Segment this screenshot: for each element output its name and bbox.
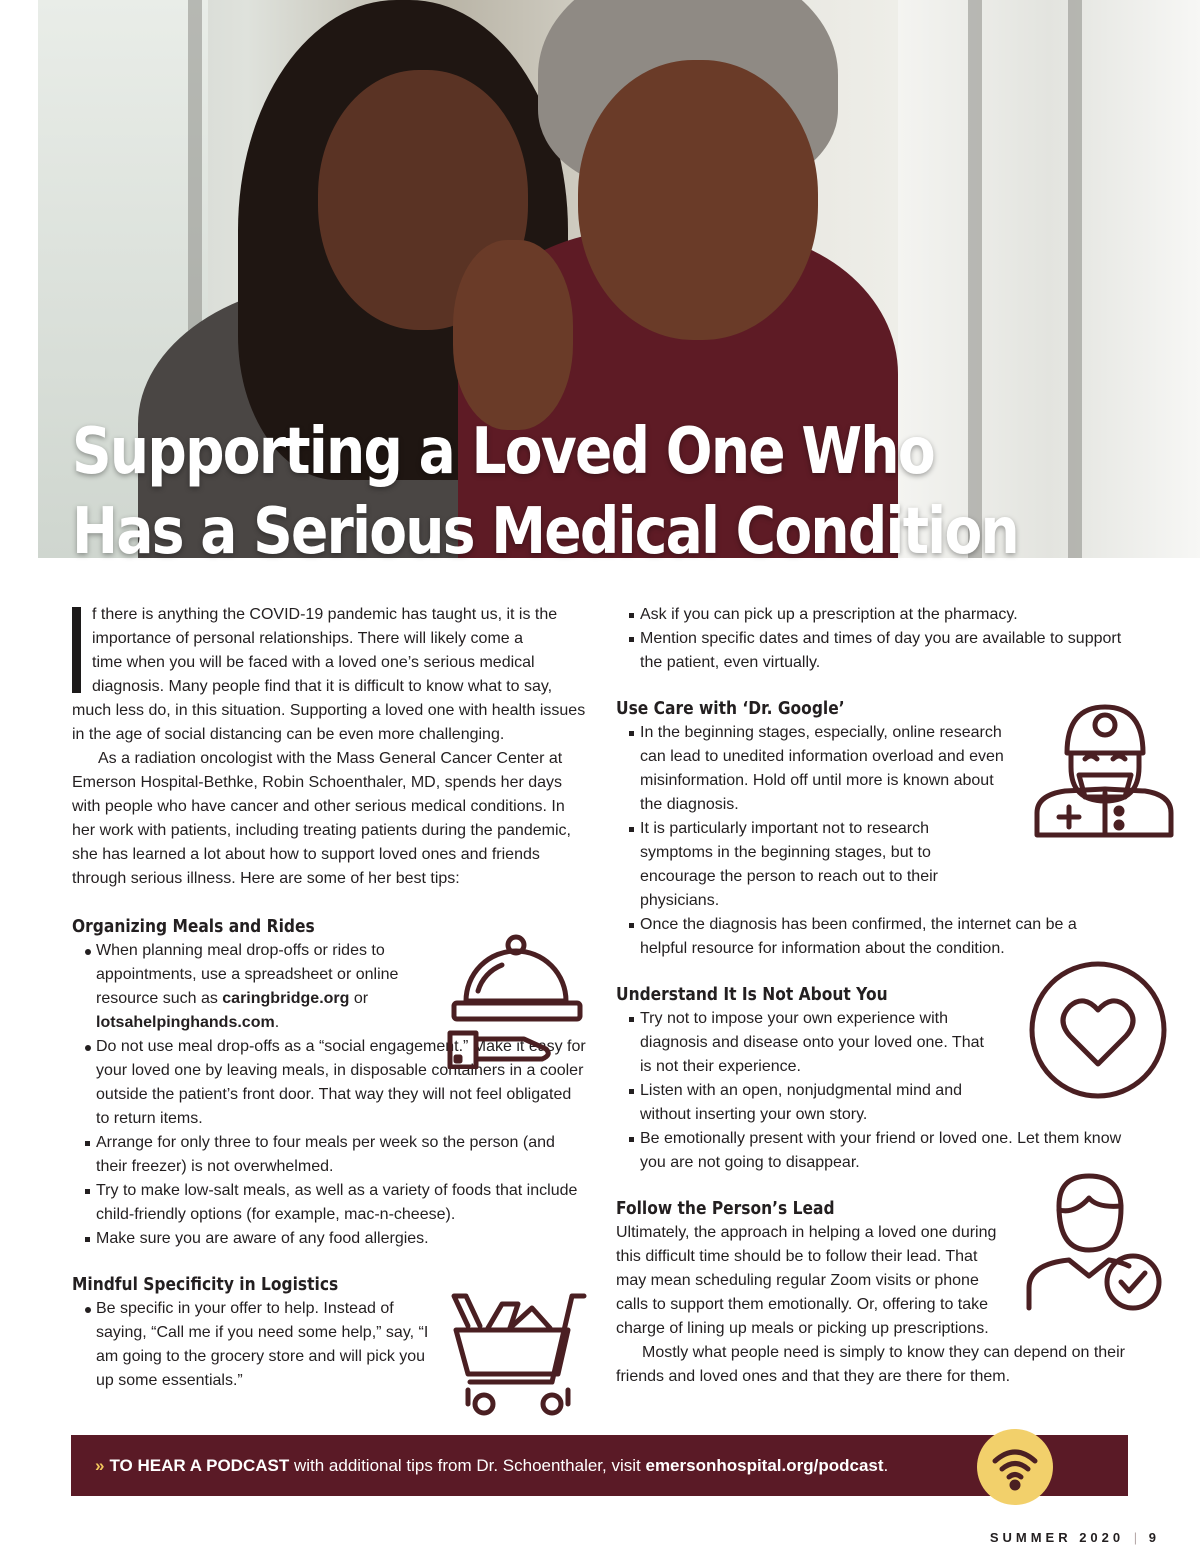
podcast-link[interactable]: emersonhospital.org/podcast: [645, 1456, 884, 1475]
list-item: When planning meal drop-offs or rides to appointments, use a spreadsheet or online resource such as caringbridge.org or lotsahelpinghands.com.: [72, 939, 587, 1035]
lotsahelpinghands-link: lotsahelpinghands.com: [96, 1014, 275, 1031]
person-check-icon: [1025, 1172, 1167, 1312]
caringbridge-link: caringbridge.org: [222, 990, 350, 1007]
logistics-heading: Mindful Specificity in Logistics: [72, 1274, 339, 1295]
page-title: Supporting a Loved One Who Has a Serious Medical Condition: [72, 415, 1018, 569]
cloche-icon: [444, 933, 590, 1069]
heart-icon: [1028, 960, 1168, 1100]
doctor-icon: [1033, 697, 1175, 839]
list-item: Do not use meal drop-offs as a “social engagement.” Make it easy for your loved one by leaving meals, in disposable containers in a cooler outside the patient’s front door. That way they will not feel obligated to return items.: [72, 1035, 587, 1131]
lead-para1: Ultimately, the approach in helping a loved one during this difficult time should be to follow their lead. That may mean scheduling regular Zoom visits or phone calls to support them emotionally. Or, offering to take charge of lining up meals or picking up prescriptions.: [616, 1224, 997, 1337]
list-item: Arrange for only three to four meals per week so the person (and their freezer) is not overwhelmed.: [72, 1131, 587, 1179]
list-item: Listen with an open, nonjudgmental mind and without inserting your own story.: [616, 1079, 1126, 1127]
lead-para2: Mostly what people need is simply to know they can depend on their friends and loved ones and that they are there for them.: [616, 1344, 1125, 1385]
notyou-heading: Understand It Is Not About You: [616, 984, 888, 1005]
intro-rest: much less do, in this situation. Supporting a loved one with health issues in the age of social distancing can be even more challenging.: [72, 702, 586, 743]
list-item: Mention specific dates and times of day you are available to support the patient, even virtually.: [616, 627, 1126, 675]
podcast-lead: TO HEAR A PODCAST: [109, 1456, 290, 1475]
list-item: Be specific in your offer to help. Instead of saying, “Call me if you need some help,” say, “I am going to the grocery store and will pick you up some essentials.”: [72, 1297, 587, 1393]
lead-heading: Follow the Person’s Lead: [616, 1198, 835, 1219]
page-folio: SUMMER 2020 | 9: [989, 1530, 1156, 1545]
list-item: It is particularly important not to research symptoms in the beginning stages, but to encourage the person to reach out to their physicians.: [616, 817, 1126, 913]
intro-lead: f there is anything the COVID-19 pandemic has taught us, it is the importance of personal relationships. There will likely come a time when you will be faced with a loved one’s serious medical diagnosis. Many people find that it is difficult to know what to say,: [72, 603, 587, 699]
list-item: Once the diagnosis has been confirmed, the internet can be a helpful resource for information about the condition.: [616, 913, 1126, 961]
google-heading: Use Care with ‘Dr. Google’: [616, 698, 845, 719]
podcast-banner: » TO HEAR A PODCAST with additional tips from Dr. Schoenthaler, visit emersonhospital.org/podcast.: [71, 1435, 1128, 1496]
page-number: 9: [1148, 1530, 1156, 1545]
list-item: Make sure you are aware of any food allergies.: [72, 1227, 587, 1251]
list-item: Be emotionally present with your friend or loved one. Let them know you are not going to disappear.: [616, 1127, 1126, 1175]
list-item: In the beginning stages, especially, online research can lead to unedited information overload and even misinformation. Hold off until more is known about the diagnosis.: [616, 721, 1126, 817]
intro-para2: As a radiation oncologist with the Mass General Cancer Center at Emerson Hospital-Bethke, Robin Schoenthaler, MD, spends her days with people who have cancer and other serious medical conditions. In her work with patients, including treating patients during the pandemic, she has learned a lot about how to support loved ones and friends through serious illness. Here are some of her best tips:: [72, 750, 571, 887]
logistics-list-cont: [616, 603, 1126, 675]
issue-label: SUMMER 2020: [989, 1530, 1125, 1545]
list-item: Ask if you can pick up a prescription at the pharmacy.: [616, 603, 1126, 627]
grocery-cart-icon: [448, 1290, 592, 1418]
meals-heading: Organizing Meals and Rides: [72, 916, 315, 937]
wifi-icon: [977, 1429, 1053, 1505]
wifi-badge: [977, 1429, 1053, 1505]
list-item: Try to make low-salt meals, as well as a variety of foods that include child-friendly options (for example, mac-n-cheese).: [72, 1179, 587, 1227]
drop-cap: [72, 607, 81, 693]
list-item: Try not to impose your own experience with diagnosis and disease onto your loved one. That is not their experience.: [616, 1007, 1126, 1079]
chevron-icon: »: [95, 1456, 102, 1475]
meals-list-2: [72, 1131, 587, 1251]
